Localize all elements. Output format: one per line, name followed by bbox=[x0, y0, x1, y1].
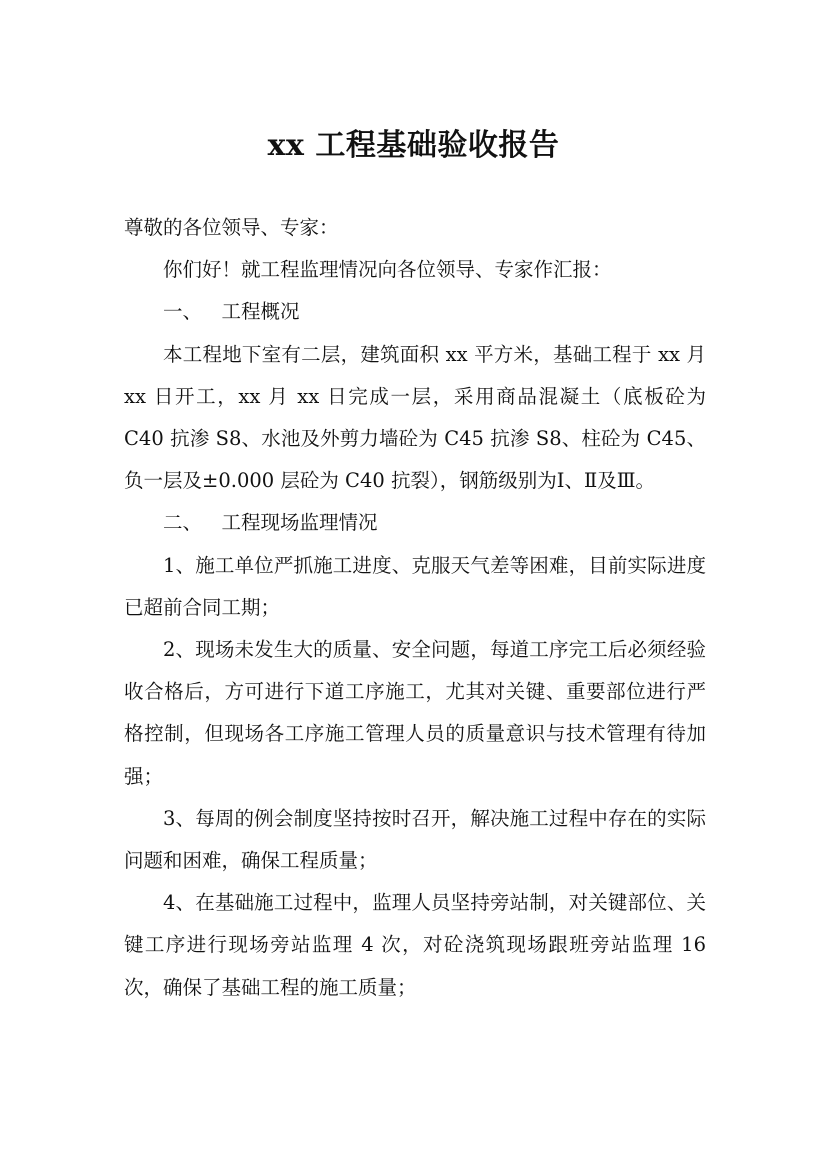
section-2-heading bbox=[124, 502, 706, 544]
document-title: xx 工程基础验收报告 bbox=[267, 128, 560, 163]
section-2-title: 工程现场监理情况 bbox=[221, 511, 378, 535]
section-2-item-3: 3、每周的例会制度坚持按时召开，解决施工过程中存在的实际问题和困难，确保工程质量； bbox=[124, 806, 706, 873]
section-2-number: 二、 bbox=[163, 511, 203, 535]
section-1-heading bbox=[124, 291, 706, 333]
section-2-item-2: 2、现场未发生大的质量、安全问题，每道工序完工后必须经验收合格后，方可进行下道工序施工，尤其对关键、重要部位进行严格控制，但现场各工序施工管理人员的质量意识与技术管理有待加强； bbox=[124, 638, 706, 788]
document-body bbox=[124, 207, 706, 1009]
greeting-paragraph: 你们好！就工程监理情况向各位领导、专家作汇报： bbox=[163, 258, 612, 282]
section-1-title: 工程概况 bbox=[221, 300, 300, 324]
section-2-item-1: 1、施工单位严抓施工进度、克服天气差等困难，目前实际进度已超前合同工期； bbox=[124, 553, 706, 619]
section-1-paragraph: 本工程地下室有二层，建筑面积 xx 平方米，基础工程于 xx 月 xx 日开工，xx 月 xx 日完成一层，采用商品混凝土（底板砼为 C40 抗渗 S8、水池及外剪力墙砼为 C45 抗渗 S8、柱砼为 C45、负一层及±0.000 层砼为 C40 抗裂），钢筋级别为Ⅰ、Ⅱ及Ⅲ。 bbox=[124, 342, 706, 493]
section-2-item-4: 4、在基础施工过程中，监理人员坚持旁站制，对关键部位、关键工序进行现场旁站监理 4 次，对砼浇筑现场跟班旁站监理 16 次，确保了基础工程的施工质量； bbox=[124, 891, 706, 999]
section-1-number: 一、 bbox=[163, 300, 203, 324]
salutation: 尊敬的各位领导、专家： bbox=[124, 216, 339, 239]
